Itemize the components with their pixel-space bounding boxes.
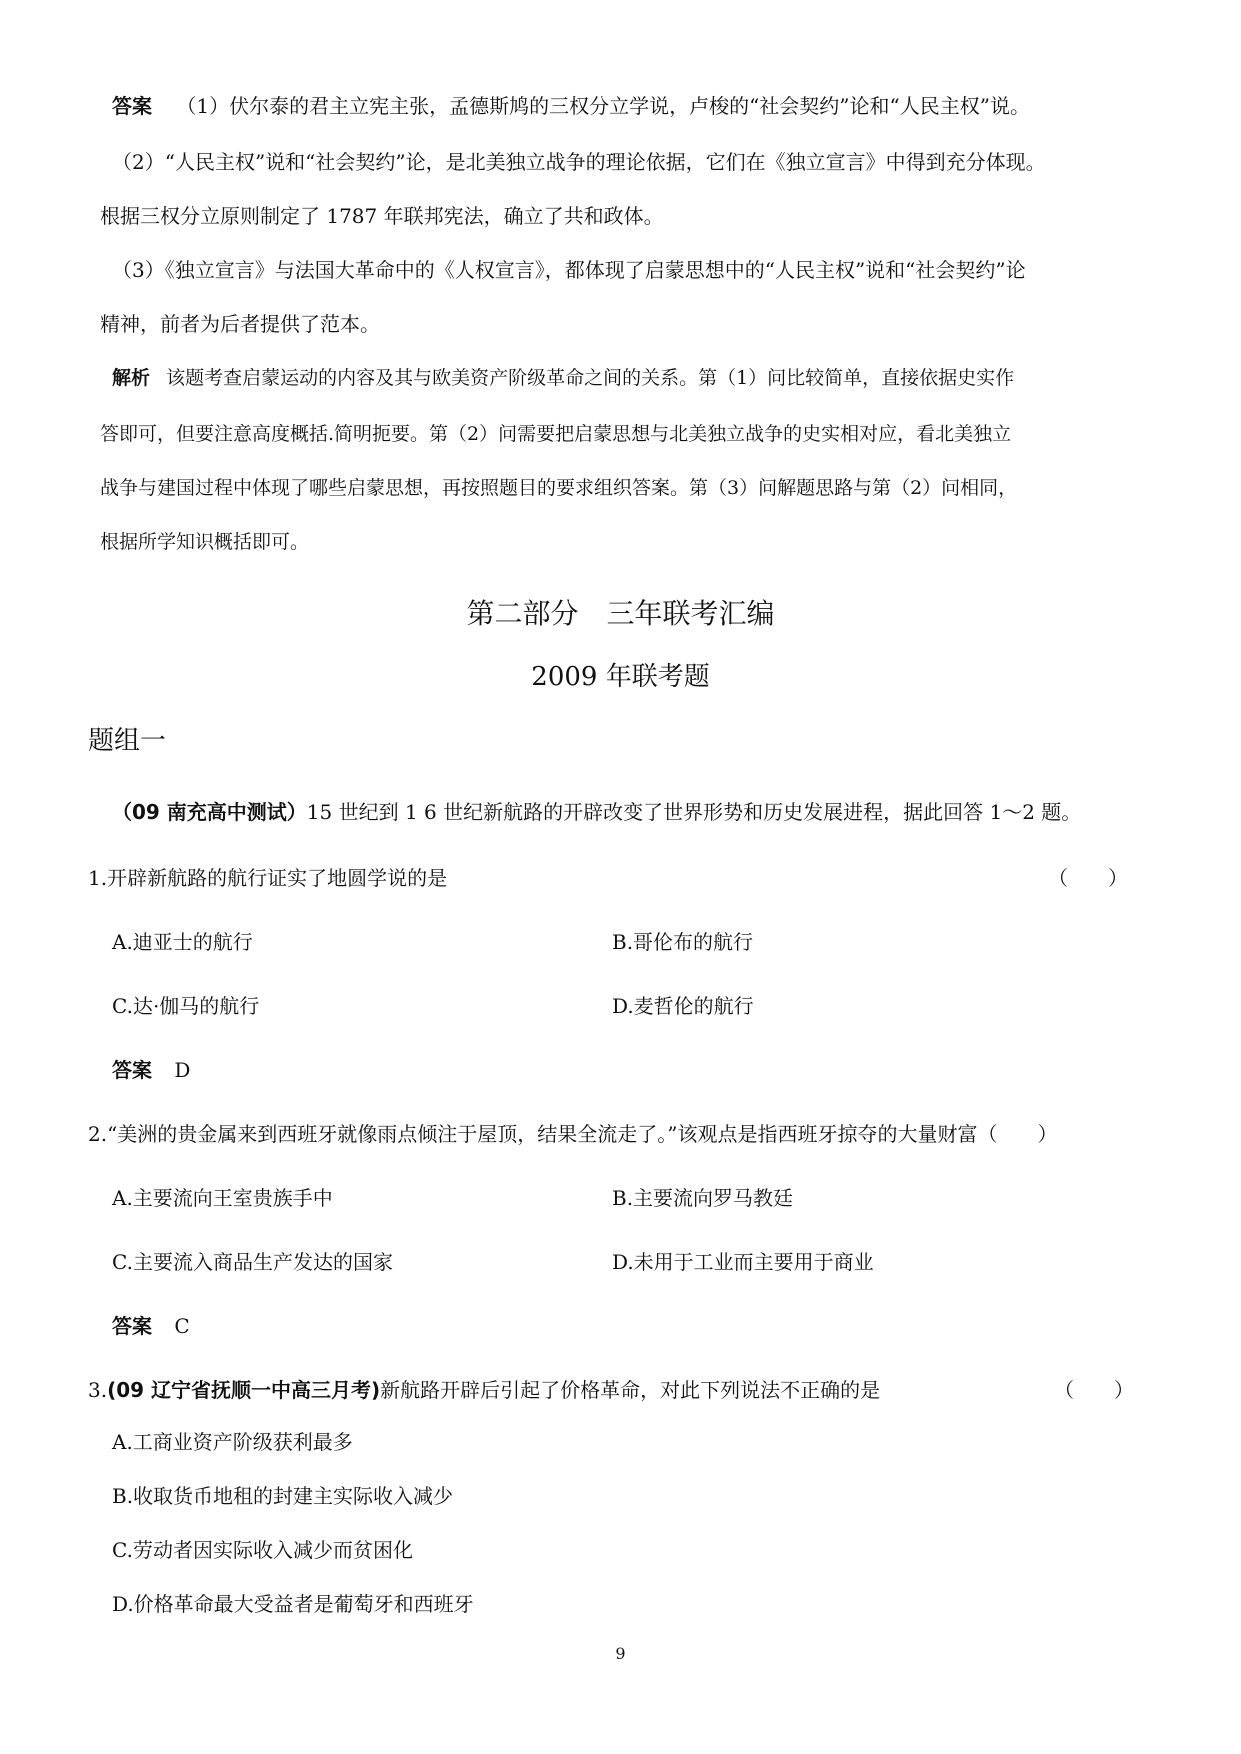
answer-line-1 [112, 92, 1030, 120]
answer-text-1: （1）伏尔泰的君主立宪主张，孟德斯鸠的三权分立学说，卢梭的“社会契约”论和“人民主权”说。 [176, 94, 1030, 118]
answer-line-5: 精神，前者为后者提供了范本。 [100, 312, 380, 336]
q2-answer-value: C [174, 1314, 190, 1338]
analysis-label: 解析 [112, 367, 151, 389]
analysis-line-2: 答即可，但要注意高度概括.简明扼要。第（2）问需要把启蒙思想与北美独立战争的史实相对应，看北美独立 [100, 423, 1012, 445]
q3-number: 3. [88, 1378, 108, 1402]
intro-source: （09 南充高中测试） [112, 800, 307, 824]
q2-answer [112, 1312, 190, 1340]
q1-option-d: D.麦哲伦的航行 [612, 994, 754, 1018]
answer-line-2: （2）“人民主权”说和“社会契约”论，是北美独立战争的理论依据，它们在《独立宣言》中得到充分体现。 [112, 150, 1046, 174]
q3-stem-line [88, 1376, 880, 1404]
q1-option-c: C.达·伽马的航行 [112, 994, 260, 1018]
answer-label: 答案 [112, 94, 152, 118]
answer-line-3: 根据三权分立原则制定了 1787 年联邦宪法，确立了共和政体。 [100, 204, 664, 228]
analysis-line-3: 战争与建国过程中体现了哪些启蒙思想，再按照题目的要求组织答案。第（3）问解题思路与第（2）问相同， [100, 477, 1018, 499]
group-title: 题组一 [88, 726, 167, 756]
q2-option-c: C.主要流入商品生产发达的国家 [112, 1250, 393, 1274]
q2-option-b: B.主要流向罗马教廷 [612, 1186, 794, 1210]
q2-stem: 2.“美洲的贵金属来到西班牙就像雨点倾注于屋顶，结果全流走了。”该观点是指西班牙掠夺的大量财富（ ） [88, 1122, 1058, 1146]
year-title: 2009 年联考题 [531, 662, 710, 692]
q3-answer-paren: （ ） [1054, 1378, 1134, 1402]
q1-answer-label: 答案 [112, 1058, 152, 1082]
section-title: 第二部分 三年联考汇编 [466, 597, 775, 630]
q1-answer [112, 1056, 190, 1084]
analysis-text-1: 该题考查启蒙运动的内容及其与欧美资产阶级革命之间的关系。第（1）问比较简单，直接依据史实作 [166, 367, 1015, 389]
q3-stem: 新航路开辟后引起了价格革命，对此下列说法不正确的是 [380, 1378, 881, 1402]
q2-option-a: A.主要流向王室贵族手中 [112, 1186, 333, 1210]
q1-option-b: B.哥伦布的航行 [612, 930, 754, 954]
q1-answer-value: D [174, 1058, 191, 1082]
intro-text: 15 世纪到 1 6 世纪新航路的开辟改变了世界形势和历史发展进程，据此回答 1～2 题。 [306, 800, 1082, 824]
q3-option-b: B.收取货币地租的封建主实际收入减少 [112, 1484, 454, 1508]
analysis-line-4: 根据所学知识概括即可。 [100, 531, 310, 553]
q3-source: (09 辽宁省抚顺一中高三月考) [107, 1378, 381, 1402]
q3-option-d: D.价格革命最大受益者是葡萄牙和西班牙 [112, 1592, 474, 1616]
q1-stem: 1.开辟新航路的航行证实了地圆学说的是 [88, 866, 448, 890]
q3-option-a: A.工商业资产阶级获利最多 [112, 1430, 353, 1454]
q1-option-a: A.迪亚士的航行 [112, 930, 253, 954]
answer-line-4: （3）《独立宣言》与法国大革命中的《人权宣言》，都体现了启蒙思想中的“人民主权”说和“社会契约”论 [112, 258, 1026, 282]
intro-line [112, 798, 1081, 826]
page-number: 9 [615, 1644, 626, 1663]
q2-option-d: D.未用于工业而主要用于商业 [612, 1250, 874, 1274]
analysis-line-1 [112, 364, 1014, 392]
q3-option-c: C.劳动者因实际收入减少而贫困化 [112, 1538, 413, 1562]
q2-answer-label: 答案 [112, 1314, 152, 1338]
q1-answer-paren: （ ） [1048, 866, 1128, 890]
